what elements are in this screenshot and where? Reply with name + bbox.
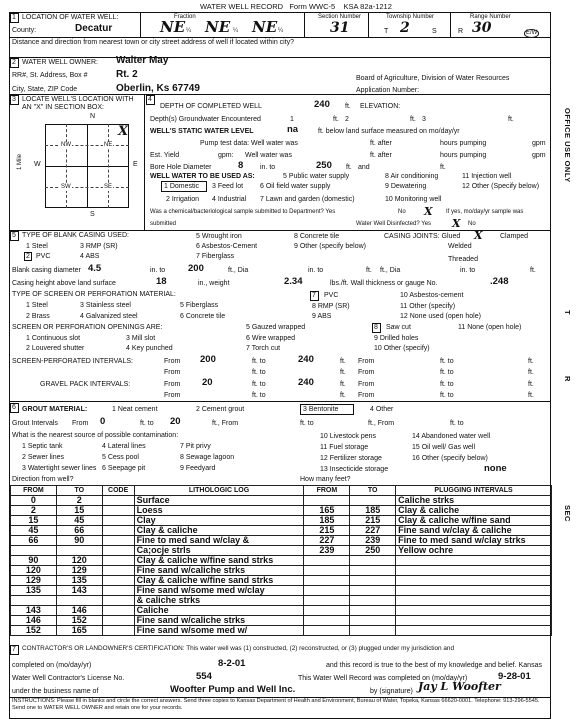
table-row	[11, 626, 552, 636]
log-cell: Clay & caliche w/fine sand	[396, 516, 552, 526]
table-row	[11, 506, 552, 516]
log-cell	[102, 576, 134, 586]
bore-depth: 250	[316, 160, 332, 171]
log-cell: 185	[304, 516, 350, 526]
log-cell: 227	[350, 526, 396, 536]
log-cell	[396, 586, 552, 596]
record-date: 9-28-01	[498, 671, 531, 682]
log-cell	[304, 576, 350, 586]
log-cell: Clay & caliche w/fine sand strks	[134, 556, 304, 566]
blank-diameter: 4.5	[88, 263, 102, 274]
log-cell: 143	[56, 586, 102, 596]
table-row	[11, 606, 552, 616]
log-header-cell: FROM	[304, 486, 350, 496]
table-row	[11, 546, 552, 556]
log-cell: Clay	[134, 516, 304, 526]
log-cell	[56, 596, 102, 606]
log-cell: 15	[11, 516, 57, 526]
log-cell: 66	[56, 526, 102, 536]
log-cell	[102, 506, 134, 516]
log-cell: Surface	[134, 496, 304, 506]
log-cell	[304, 586, 350, 596]
depth-label: DEPTH OF COMPLETED WELL	[160, 103, 262, 110]
city-value: Oberlin, Ks 67749	[116, 83, 200, 94]
log-cell: Clay & caliche	[134, 526, 304, 536]
log-cell	[396, 616, 552, 626]
application-label: Application Number:	[356, 87, 420, 94]
table-row	[11, 576, 552, 586]
locator-heading: LOCATE WELL'S LOCATION WITH AN "X" IN SECTION BOX:	[22, 96, 134, 111]
log-cell	[350, 586, 396, 596]
log-cell	[396, 606, 552, 616]
log-cell: 90	[11, 556, 57, 566]
static-value: na	[287, 124, 299, 135]
grout-from: 0	[100, 416, 106, 427]
license-number: 554	[196, 671, 212, 682]
table-row	[11, 496, 552, 506]
depth-value: 240	[314, 99, 330, 110]
log-cell: 0	[11, 496, 57, 506]
casing-weight: 2.34	[284, 276, 303, 287]
log-cell: 215	[350, 516, 396, 526]
log-header-cell: TO	[56, 486, 102, 496]
side-t: T	[563, 310, 572, 316]
side-sec: SEC	[563, 505, 572, 522]
log-cell	[102, 626, 134, 636]
log-cell: 152	[56, 616, 102, 626]
gravel-to: 240	[298, 377, 314, 388]
log-cell	[304, 616, 350, 626]
log-header-cell: TO	[350, 486, 396, 496]
table-row	[11, 586, 552, 596]
instructions: INSTRUCTIONS: Please fill in blanks and circle the correct answers. Send three copies to Kansas Department of Health and Environment, Bureau of Water, Topeka, Kansas 66620-0001. Telephone: 913-296-5545. Send one to WATER WELL OWNER and retain one for your records.	[12, 698, 540, 711]
static-label: WELL'S STATIC WATER LEVEL	[150, 128, 254, 135]
address-value: Rt. 2	[116, 69, 138, 80]
table-row	[11, 616, 552, 626]
township-value: 2	[400, 20, 410, 36]
perf-to: 240	[298, 354, 314, 365]
table-row	[11, 596, 552, 606]
log-cell: Fine to med sand w/clay strks	[396, 536, 552, 546]
table-row	[11, 526, 552, 536]
log-header-cell: CODE	[102, 486, 134, 496]
log-cell	[304, 626, 350, 636]
log-cell	[396, 556, 552, 566]
log-cell	[102, 516, 134, 526]
side-r: R	[563, 376, 572, 382]
log-cell	[11, 546, 57, 556]
owner-label: WATER WELL OWNER:	[22, 59, 98, 66]
log-cell: & caliche strks	[134, 596, 304, 606]
cert-line: CONTRACTOR'S OR LANDOWNER'S CERTIFICATION: This water well was (1) constructed, (2) reconstructed, or (3) plugged under my jurisdiction and	[22, 645, 455, 652]
address-label: RR#, St. Address, Box #	[12, 72, 88, 79]
log-cell: Fine sand w/clay & caliche	[396, 526, 552, 536]
log-cell: 152	[11, 626, 57, 636]
log-cell: 250	[350, 546, 396, 556]
log-cell: 239	[304, 546, 350, 556]
form-title: WATER WELL RECORD Form WWC-5 KSA 82a-1212	[200, 2, 392, 11]
log-cell	[304, 566, 350, 576]
log-cell: Fine sand w/caliche strks	[134, 566, 304, 576]
office-use-label: OFFICE USE ONLY	[563, 108, 572, 183]
log-cell: Caliche strks	[396, 496, 552, 506]
log-cell	[350, 566, 396, 576]
range-label: Range Number	[470, 14, 511, 20]
signature: Jay L Woofter	[418, 680, 501, 693]
log-cell: 215	[304, 526, 350, 536]
log-cell: Fine sand w/some med w/	[134, 626, 304, 636]
elevation-label: ELEVATION:	[360, 103, 401, 110]
log-cell	[350, 556, 396, 566]
log-cell: Fine sand w/caliche strks	[134, 616, 304, 626]
log-cell	[102, 606, 134, 616]
log-cell: 90	[56, 536, 102, 546]
log-cell	[102, 556, 134, 566]
log-header-cell: LITHOLOGIC LOG	[134, 486, 304, 496]
groundwater-label: Depth(s) Groundwater Encountered	[150, 116, 261, 123]
blank-to: 200	[188, 263, 204, 274]
log-cell	[350, 606, 396, 616]
log-cell: 143	[11, 606, 57, 616]
board-text: Board of Agriculture, Division of Water Resources	[356, 75, 510, 82]
log-cell: 129	[56, 566, 102, 576]
log-cell: 120	[11, 566, 57, 576]
gravel-from: 20	[202, 377, 213, 388]
mile-label: 1 Mile	[17, 153, 23, 170]
log-cell	[102, 596, 134, 606]
business-name: Woofter Pump and Well Inc.	[170, 684, 296, 695]
log-cell	[396, 566, 552, 576]
table-row	[11, 536, 552, 546]
grout-to: 20	[170, 416, 181, 427]
log-cell	[102, 586, 134, 596]
log-cell	[102, 546, 134, 556]
lithologic-log-table	[10, 485, 552, 636]
log-cell: 135	[11, 586, 57, 596]
log-cell	[350, 616, 396, 626]
location-heading: LOCATION OF WATER WELL:	[22, 14, 119, 21]
log-cell	[102, 536, 134, 546]
completed-date: 8-2-01	[218, 658, 246, 669]
fraction-2: NE	[205, 18, 231, 36]
gauge-value: .248	[490, 276, 509, 287]
log-cell: Clay & caliche	[396, 506, 552, 516]
log-cell	[396, 576, 552, 586]
section-1-label: 1	[12, 14, 16, 21]
owner-value: Walter May	[116, 55, 169, 66]
perf-from: 200	[200, 354, 216, 365]
section-number-label: Section Number	[318, 14, 362, 20]
log-cell: 129	[11, 576, 57, 586]
fraction-3: NE	[252, 18, 278, 36]
log-cell	[304, 556, 350, 566]
range-value: 30	[472, 20, 492, 36]
log-cell	[396, 626, 552, 636]
log-cell	[11, 596, 57, 606]
log-cell: 45	[11, 526, 57, 536]
log-cell	[350, 626, 396, 636]
county-label: County:	[12, 27, 37, 34]
section-number: 31	[330, 20, 350, 36]
log-cell: 146	[56, 606, 102, 616]
log-cell	[350, 496, 396, 506]
log-cell: 45	[56, 516, 102, 526]
log-cell	[304, 606, 350, 616]
log-cell	[102, 496, 134, 506]
log-header-cell: FROM	[11, 486, 57, 496]
log-cell	[350, 576, 396, 586]
log-cell	[304, 596, 350, 606]
log-cell: 239	[350, 536, 396, 546]
fraction-label: Fraction	[174, 14, 196, 20]
casing-height: 18	[156, 276, 167, 287]
fraction-1: NE	[160, 18, 186, 36]
log-cell: 146	[11, 616, 57, 626]
log-header-row	[11, 486, 552, 496]
log-header-cell: PLUGGING INTERVALS	[396, 486, 552, 496]
log-cell: Fine sand w/some med w/clay	[134, 586, 304, 596]
city-label: City, State, ZIP Code	[12, 86, 78, 93]
log-cell	[102, 616, 134, 626]
contamination-none: none	[484, 463, 507, 474]
log-cell: Caliche	[134, 606, 304, 616]
log-cell	[396, 596, 552, 606]
log-cell: 2	[11, 506, 57, 516]
log-cell: 165	[304, 506, 350, 516]
log-cell: 66	[11, 536, 57, 546]
log-cell: 227	[304, 536, 350, 546]
log-cell	[102, 526, 134, 536]
location-mark: X	[118, 124, 129, 139]
log-cell: 135	[56, 576, 102, 586]
county-value: Decatur	[75, 23, 113, 34]
table-row	[11, 566, 552, 576]
table-row	[11, 556, 552, 566]
table-row	[11, 516, 552, 526]
log-cell: 185	[350, 506, 396, 516]
log-cell	[304, 496, 350, 506]
log-cell: Yellow ochre	[396, 546, 552, 556]
log-cell: Fine to med sand w/clay &	[134, 536, 304, 546]
distance-label: Distance and direction from nearest town or city street address of well if located within city?	[12, 39, 295, 46]
log-cell: 2	[56, 496, 102, 506]
log-cell: Loess	[134, 506, 304, 516]
log-cell: 165	[56, 626, 102, 636]
log-cell: Ca;ocje strls	[134, 546, 304, 556]
log-cell	[102, 566, 134, 576]
township-label: Township Number	[386, 14, 435, 20]
log-cell: Clay & caliche w/fine sand strks	[134, 576, 304, 586]
bore-value: 8	[238, 160, 244, 171]
log-cell	[56, 546, 102, 556]
log-cell	[350, 596, 396, 606]
log-cell: 120	[56, 556, 102, 566]
log-cell: 15	[56, 506, 102, 516]
